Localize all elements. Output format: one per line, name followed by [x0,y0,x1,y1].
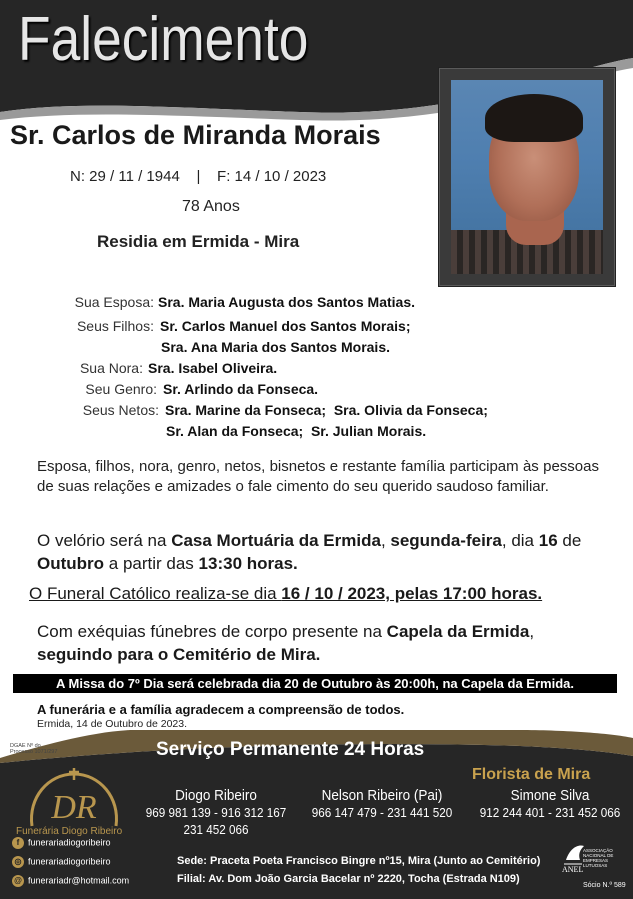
member-number: Sócio N.º 589 [583,882,626,889]
contact-diogo: Diogo Ribeiro 969 981 139 - 916 312 167 231 452 066 [145,787,287,837]
contact-simone: Simone Silva 912 244 401 - 231 452 066 [479,787,621,820]
social-facebook[interactable]: f funerariadiogoribeiro [12,837,111,849]
funeral-info: O Funeral Católico realiza-se dia 16 / 10 / 2023, pelas 17:00 horas. [29,584,543,603]
family-label: Sua Nora: [79,360,143,376]
logo-initials: DR [51,789,97,826]
instagram-icon: ◎ [12,856,24,868]
service-info: Com exéquias fúnebres de corpo presente na Capela da Ermida, seguindo para o Cemitério de Mira. [37,622,535,664]
family-label: Sua Esposa: [74,294,154,310]
wake-info: O velório será na Casa Mortuária da Ermida, segunda-feira, dia 16 de Outubro a partir das 13:30 horas. [37,531,582,573]
family-value: Sra. Marine da Fonseca; Sra. Olivia da Fonseca; [165,402,488,418]
residence: Residia em Ermida - Mira [97,232,300,251]
page-title: Falecimento [18,5,309,74]
family-label: Seus Filhos: [76,318,154,334]
social-instagram[interactable]: ◎ funerariadiogoribeiro [12,856,111,868]
dgaes-number: DGAE Nº do Processo 1071/297 [10,743,58,755]
family-value: Sra. Maria Augusta dos Santos Matias. [158,294,415,310]
family-value: Sra. Isabel Oliveira. [148,360,278,376]
family-label: Seus Netos: [82,402,159,418]
florista-label: Florista de Mira [472,766,591,783]
facebook-icon: f [12,837,24,849]
family-value: Sr. Carlos Manuel dos Santos Morais; [160,318,411,334]
anel-description: ASSOCIAÇÃO NACIONAL DE EMPRESAS LUTUOSAS [583,848,614,868]
contact-nelson: Nelson Ribeiro (Pai) 966 147 479 - 231 441 520 [311,787,453,820]
family-value: Sr. Alan da Fonseca; Sr. Julian Morais. [166,423,427,439]
funeral-home-logo-icon [18,768,130,828]
portrait-photo [438,67,616,287]
family-value: Sr. Arlindo da Fonseca. [163,381,319,397]
mass-banner: A Missa do 7º Dia será celebrada dia 20 de Outubro às 20:00h, na Capela da Ermida. [13,674,617,693]
service-banner: Serviço Permanente 24 Horas [156,739,425,760]
logo-name: Funerária Diogo Ribeiro [16,826,123,837]
age: 78 Anos [182,198,240,215]
address-sede: Sede: Praceta Poeta Francisco Bingre nº15, Mira (Junto ao Cemitério) [177,855,541,867]
address-filial: Filial: Av. Dom João Garcia Bacelar nº 2220, Tocha (Estrada N109) [177,873,520,885]
announcement-text: Esposa, filhos, nora, genro, netos, bisnetos e restante família participam às pessoas de suas relações e amizades o fale cimento do seu querido saudoso familiar. [37,458,599,495]
email-icon: @ [12,875,24,887]
svg-text:ANEL: ANEL [562,865,584,874]
birth-death-dates: N: 29 / 11 / 1944 | F: 14 / 10 / 2023 [70,168,327,185]
social-email[interactable]: @ funerariadr@hotmail.com [12,875,129,887]
deceased-name: Sr. Carlos de Miranda Morais [10,120,381,150]
family-label: Seu Genro: [85,381,157,397]
place-date: Ermida, 14 de Outubro de 2023. [37,718,188,730]
family-value: Sra. Ana Maria dos Santos Morais. [161,339,390,355]
thanks-text: A funerária e a família agradecem a compreensão de todos. [37,702,405,717]
